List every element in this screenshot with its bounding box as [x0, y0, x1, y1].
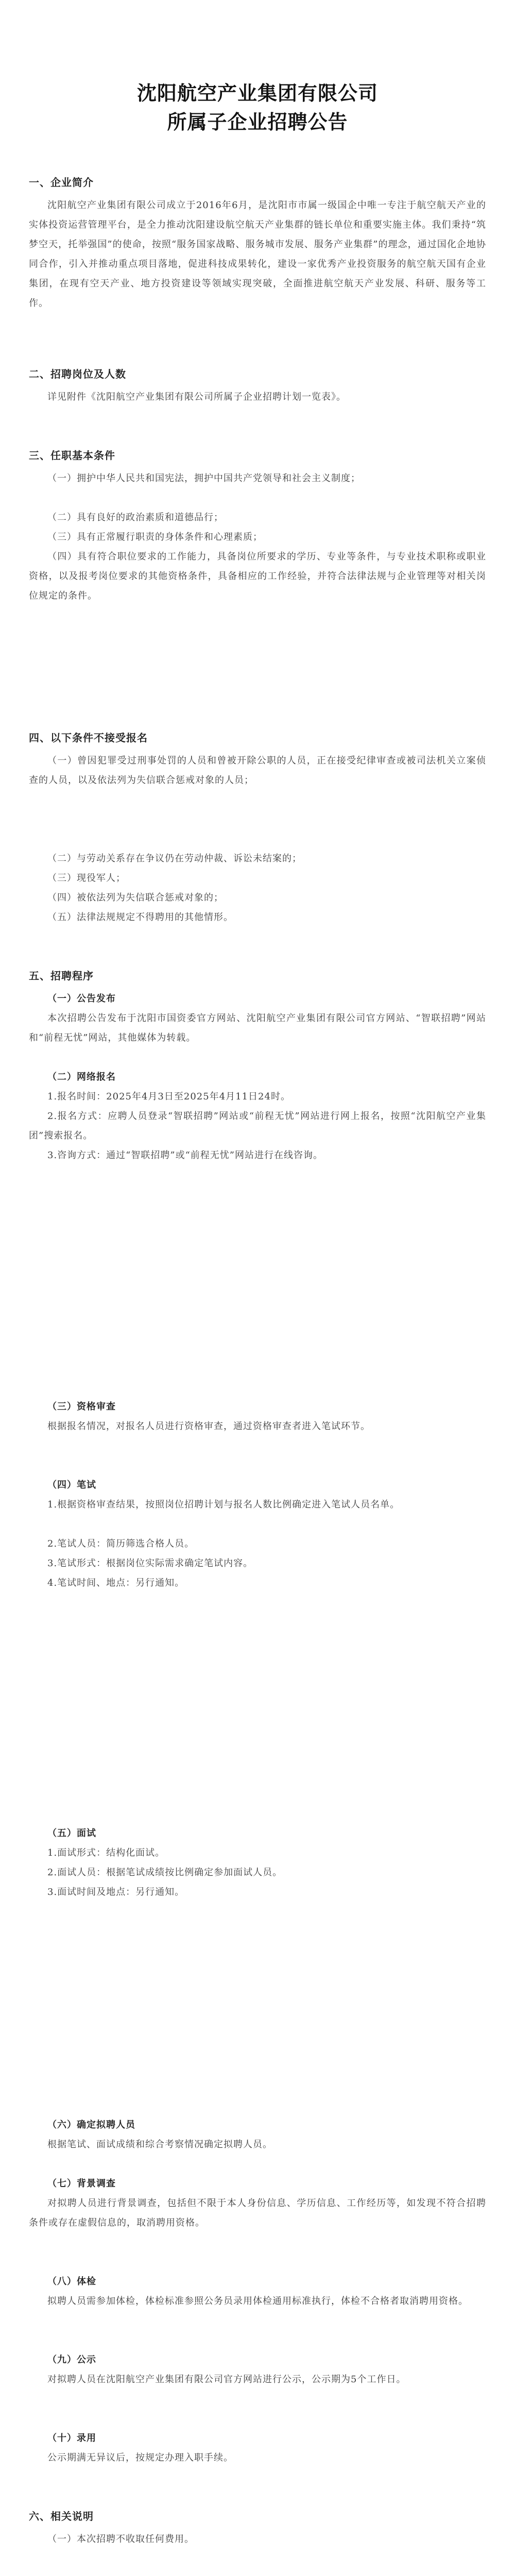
restriction-item: （二）与劳动关系存在争议仍在劳动仲裁、诉讼未结案的；: [47, 853, 302, 864]
restriction-item: （一）曾因犯罪受过刑事处罚的人员和曾被开除公职的人员，正在接受纪律审查或被司法机关立案侦查的人员，以及依法列为失信联合惩戒对象的人员；: [29, 755, 486, 786]
procedure-step-title: （九）公示: [47, 2354, 96, 2365]
section-heading-jobs: 二、招聘岗位及人数: [29, 368, 126, 380]
section-heading-notes: 六、相关说明: [29, 2510, 94, 2522]
procedure-step-title: （八）体检: [47, 2276, 96, 2287]
procedure-step-title: （七）背景调查: [47, 2178, 116, 2189]
procedure-step-text: 2.报名方式：应聘人员登录“智联招聘”网站或“前程无忧”网站进行网上报名，按照“沈阳航空产业集团”搜索报名。: [29, 1111, 486, 1141]
procedure-step-title: （二）网络报名: [47, 1072, 116, 1082]
procedure-step-text: 公示期满无异议后，按规定办理入职手续。: [47, 2452, 233, 2463]
procedure-step-title: （六）确定拟聘人员: [47, 2120, 135, 2130]
page-title: 沈阳航空产业集团有限公司: [136, 81, 378, 105]
procedure-step-text: 对拟聘人员在沈阳航空产业集团有限公司官方网站进行公示，公示期为5个工作日。: [47, 2374, 406, 2385]
section-heading-restrictions: 四、以下条件不接受报名: [29, 732, 148, 744]
condition-item: （二）具有良好的政治素质和道德品行；: [47, 512, 224, 523]
procedure-step-text: 1.面试形式：结构化面试。: [47, 1848, 165, 1858]
procedure-step-text: 1.根据资格审查结果，按照岗位招聘计划与报名人数比例确定进入笔试人员名单。: [47, 1499, 400, 1510]
procedure-step-text: 3.咨询方式：通过“智联招聘”或“前程无忧”网站进行在线咨询。: [47, 1150, 323, 1161]
condition-item: （四）具有符合职位要求的工作能力，具备岗位所要求的学历、专业等条件，与专业技术职称或职业资格，以及报考岗位要求的其他资格条件，具备相应的工作经验，并符合法律法规与企业管理等对相关岗位规定的条件。: [29, 551, 486, 601]
section-heading-conditions: 三、任职基本条件: [29, 449, 115, 462]
procedure-step-text: 对拟聘人员进行背景调查，包括但不限于本人身份信息、学历信息、工作经历等，如发现不符合招聘条件或存在虚假信息的，取消聘用资格。: [29, 2198, 486, 2228]
jobs-paragraph: 详见附件《沈阳航空产业集团有限公司所属子企业招聘计划一览表》。: [47, 392, 346, 402]
procedure-step-text: 拟聘人员需参加体检，体检标准参照公务员录用体检通用标准执行，体检不合格者取消聘用资格。: [47, 2296, 468, 2307]
procedure-step-title: （十）录用: [47, 2433, 96, 2444]
section-heading-intro: 一、企业简介: [29, 176, 94, 189]
procedure-step-text: 2.面试人员：根据笔试成绩按比例确定参加面试人员。: [47, 1867, 283, 1878]
procedure-step-title: （三）资格审查: [47, 1401, 116, 1412]
procedure-step-title: （五）面试: [47, 1828, 96, 1839]
intro-paragraph: 沈阳航空产业集团有限公司成立于2016年6月，是沈阳市市属一级国企中唯一专注于航空航天产业的实体投资运营管理平台，是全力推动沈阳建设航空航天产业集群的链长单位和重要实施主体。我们秉持“筑梦空天，托举强国”的使命，按照“服务国家战略、服务城市发展、服务产业集群”的理念，通过国化企地协同合作，引入并推动重点项目落地，促进科技成果转化，建设一家优秀产业投资服务的航空航天国有企业集团，在现有空天产业、地方投资建设等领域实现突破，全面推进航空航天产业发展、科研、服务等工作。: [29, 200, 486, 309]
note-item: （一）本次招聘不收取任何费用。: [47, 2534, 194, 2545]
procedure-step-text: 3.面试时间及地点：另行通知。: [47, 1887, 185, 1897]
condition-item: （三）具有正常履行职责的身体条件和心理素质；: [47, 532, 263, 543]
procedure-step-title: （一）公告发布: [47, 993, 116, 1004]
restriction-item: （三）现役军人；: [47, 873, 126, 884]
procedure-step-text: 根据笔试、面试成绩和综合考察情况确定拟聘人员。: [47, 2139, 272, 2150]
page-subtitle: 所属子企业招聘公告: [167, 110, 348, 133]
section-heading-procedure: 五、招聘程序: [29, 970, 94, 982]
procedure-step-title: （四）笔试: [47, 1480, 96, 1490]
procedure-step-text: 本次招聘公告发布于沈阳市国资委官方网站、沈阳航空产业集团有限公司官方网站、“智联招聘”网站和“前程无忧”网站，其他媒体为转载。: [29, 1013, 486, 1043]
procedure-step-text: 根据报名情况，对报名人员进行资格审查，通过资格审查者进入笔试环节。: [47, 1421, 370, 1432]
restriction-item: （五）法律法规规定不得聘用的其他情形。: [47, 912, 233, 923]
procedure-step-text: 1.报名时间：2025年4月3日至2025年4月11日24时。: [47, 1091, 290, 1102]
procedure-step-text: 3.笔试形式：根据岗位实际需求确定笔试内容。: [47, 1558, 253, 1569]
condition-item: （一）拥护中华人民共和国宪法，拥护中国共产党领导和社会主义制度；: [47, 473, 360, 484]
procedure-step-text: 4.笔试时间、地点：另行通知。: [47, 1578, 185, 1588]
procedure-step-text: 2.笔试人员：简历筛选合格人员。: [47, 1538, 195, 1549]
restriction-item: （四）被依法列为失信联合惩戒对象的；: [47, 892, 224, 903]
